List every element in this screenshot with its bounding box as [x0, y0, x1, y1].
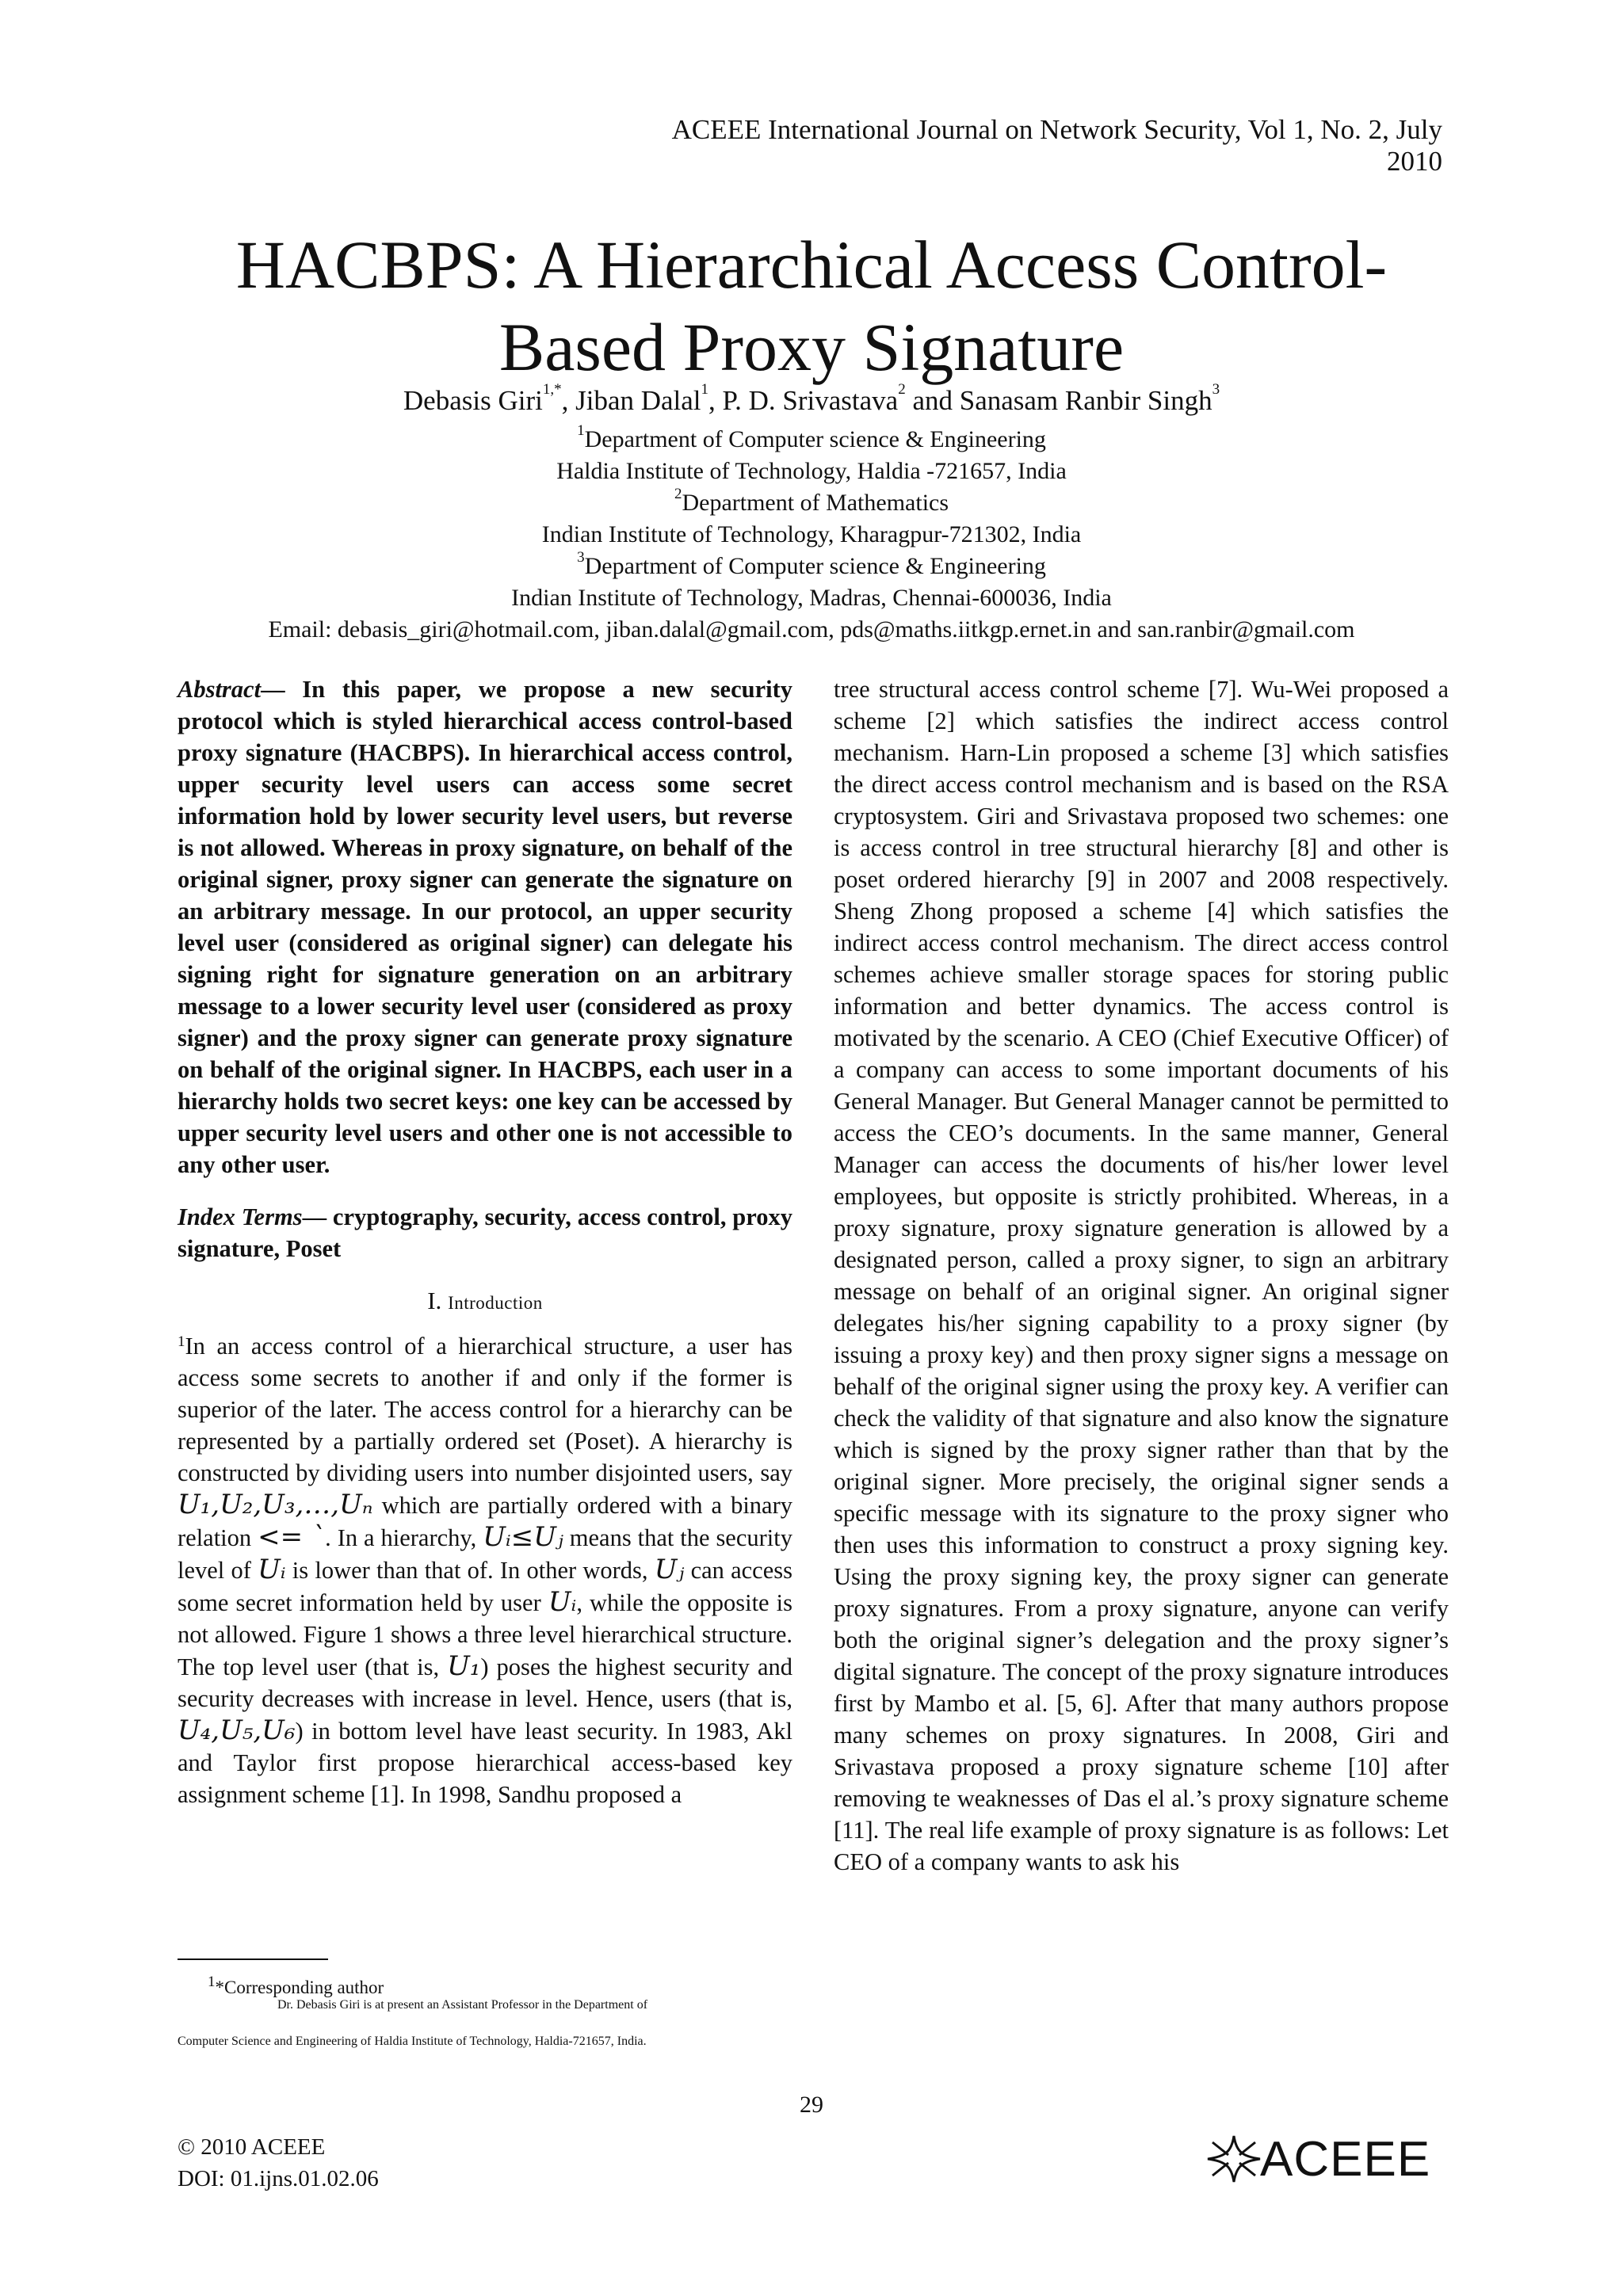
affiliation-dept-2 — [127, 486, 1496, 517]
author-name: , Jiban Dalal — [561, 385, 701, 416]
math-users-list: U₁,U₂,U₃,…,Uₙ — [178, 1489, 373, 1520]
affiliation-text: Department of Computer science & Engineering — [584, 426, 1046, 452]
title-line-1: HACBPS: A Hierarchical Access Control- — [235, 227, 1388, 303]
footnote-rule — [178, 1958, 328, 1960]
intro-text: . In a hierarchy, — [325, 1524, 477, 1551]
author-name: , P. D. Srivastava — [708, 385, 899, 416]
abstract-label: Abstract — [178, 676, 262, 703]
title-line-2: Based Proxy Signature — [498, 309, 1125, 385]
math-u456: U₄,U₅,U₆ — [178, 1714, 296, 1746]
author-affiliation-mark: 1 — [701, 381, 709, 398]
aceee-logo — [1205, 2131, 1442, 2187]
author-affiliation-mark: 1,* — [542, 381, 562, 398]
footnote-marker: 1 — [178, 1333, 185, 1350]
affiliation-dept-1 — [127, 422, 1496, 453]
logo-text: ACEEE — [1260, 2131, 1431, 2187]
intro-text: ) poses the highest security and security decreases with increase in level. Hence, users (that is, — [178, 1653, 793, 1712]
footnote-line-2: Computer Science and Engineering of Haldia Institute of Technology, Haldia-721657, India. — [178, 2035, 647, 2048]
intro-paragraph — [178, 1330, 792, 1810]
math-u1: U₁ — [447, 1650, 481, 1682]
affiliation-inst-2: Indian Institute of Technology, Kharagpur-721302, India — [541, 521, 1082, 547]
math-ui: Uᵢ — [258, 1554, 286, 1585]
paper-title — [127, 223, 1496, 388]
footnote-label: *Corresponding author — [215, 1978, 384, 1997]
journal-header: ACEEE International Journal on Network Security, Vol 1, No. 2, July 2010 — [671, 114, 1442, 177]
intro-text: means that the security level of — [178, 1524, 792, 1584]
section-heading — [178, 1285, 792, 1319]
intro-text: , while the opposite is not allowed. Figure 1 shows a three level hierarchical structure. The top level user (that is, — [178, 1589, 792, 1680]
affiliation-mark: 3 — [577, 549, 585, 566]
body-paragraph: tree structural access control scheme [7]. Wu-Wei proposed a scheme [2] which satisfies the indirect access control mechanism. Harn-Lin proposed a scheme [3] which satisfies the direct access control mechanism and is based on the RSA cryptosystem. Giri and Srivastava proposed two schemes: one is access control in tree structural hierarchy [8] and other is poset ordered hierarchy [9] in 2007 and 2008 respectively. Sheng Zhong proposed a scheme [4] which satisfies the indirect access control mechanism. The direct access control schemes achieve smaller storage spaces for storing public information and better dynamics. The access control is motivated by the scenario. A CEO (Chief Executive Officer) of a company can access to some important documents of his General Manager. But General Manager cannot be permitted to access the CEO’s documents. In the same manner, General Manager can access the documents of his/her lower level employees, but opposite is strictly prohibited. Whereas, in a proxy signature, proxy signature generation is allowed by a designated person, called a proxy signer, to sign an arbitrary message on behalf of an original signer. An original signer delegates his/her signing capability to a proxy signer (by issuing a proxy key) and then proxy signer signs a message on behalf of the original signer using the proxy key. A verifier can check the validity of that signature and also know the signature which is signed by the proxy signer rather than that by the original signer. More precisely, the original signer sends a specific message with its signature to the proxy signer who then uses this information to construct a proxy signing key. Using the proxy signing key, the proxy signer can generate proxy signatures. From a proxy signature, anyone can verify both the original signer’s delegation and the proxy signer’s digital signature. The concept of the proxy signature introduces first by Mambo et al. [5, 6]. After that many authors propose many schemes on proxy signatures. In 2008, Giri and Srivastava proposed a proxy signature scheme [10] after removing te weaknesses of Das el al.’s proxy signature scheme [11]. The real life example of proxy signature is as follows: Let CEO of a company wants to ask his — [834, 676, 1449, 1875]
abstract — [178, 673, 792, 1180]
intro-text: can access some secret information held by user — [178, 1557, 792, 1616]
intro-text: In an access control of a hierarchical structure, a user has access some secrets to another if and only if the former is superior of the later. The access control for a hierarchy can be represented by a partially ordered set (Poset). A hierarchy is constructed by dividing users into number disjointed users, say — [178, 1333, 792, 1486]
email-line: Email: debasis_giri@hotmail.com, jiban.dalal@gmail.com, pds@maths.iitkgp.ernet.in and san.ranbir@gmail.com — [268, 616, 1355, 643]
author-name: Debasis Giri — [403, 385, 543, 416]
abstract-text: — In this paper, we propose a new security protocol which is styled hierarchical access control-based proxy signature (HACBPS). In hierarchical access control, upper security level users can access some secret information hold by lower security level users, but reverse is not allowed. Whereas in proxy signature, on behalf of the original signer, proxy signer can generate the signature on an arbitrary message. In our protocol, an upper security level user (considered as original signer) can delegate his signing right for signature generation on an arbitrary message to a lower security level user (considered as proxy signer) and the proxy signer can generate proxy signature on behalf of the original signer. In HACBPS, each user in a hierarchy holds two secret keys: one key can be accessed by upper security level users and other one is not accessible to any other user. — [178, 676, 792, 1178]
intro-text: which are partially ordered with a binary relation — [178, 1492, 793, 1551]
section-title: Introduction — [448, 1293, 543, 1313]
index-terms-label: Index Terms — [178, 1203, 303, 1230]
right-column — [834, 673, 1449, 1878]
math-order: Uᵢ≤Uⱼ — [483, 1521, 563, 1553]
intro-text: is lower than that of. In other words, — [292, 1557, 648, 1584]
affiliation-mark: 2 — [674, 486, 682, 502]
math-uj: Uⱼ — [654, 1554, 685, 1585]
copyright: © 2010 ACEEE — [178, 2134, 326, 2160]
footnote-line-1: Dr. Debasis Giri is at present an Assistant Professor in the Department of — [277, 1998, 648, 2012]
footnote-marker: 1 — [208, 1974, 216, 1990]
author-name: and Sanasam Ranbir Singh — [905, 385, 1212, 416]
affiliation-dept-3 — [127, 549, 1496, 580]
footnote-corresponding — [208, 1974, 384, 1998]
affiliation-text: Department of Computer science & Engineering — [584, 553, 1046, 579]
affiliation-inst-3: Indian Institute of Technology, Madras, Chennai-600036, India — [511, 585, 1112, 611]
index-terms — [178, 1201, 792, 1264]
affiliation-inst-1: Haldia Institute of Technology, Haldia -721657, India — [556, 458, 1067, 484]
author-affiliation-mark: 2 — [898, 381, 906, 398]
affiliation-mark: 1 — [577, 422, 585, 439]
doi: DOI: 01.ijns.01.02.06 — [178, 2166, 379, 2191]
aceee-star-icon — [1205, 2134, 1263, 2183]
math-relation: <= ` — [258, 1521, 326, 1553]
index-terms-text: — cryptography, security, access control, proxy signature, Poset — [178, 1203, 792, 1262]
section-number: I. — [427, 1287, 449, 1314]
intro-text: ) in bottom level have least security. In 1983, Akl and Taylor first propose hierarchical access-based key assignment scheme [1]. In 1998, Sandhu proposed a — [178, 1718, 792, 1808]
author-affiliation-mark: 3 — [1212, 381, 1220, 398]
left-column — [178, 673, 792, 1810]
page-number: 29 — [800, 2092, 823, 2118]
math-ui: Uᵢ — [548, 1586, 577, 1618]
affiliation-text: Department of Mathematics — [682, 490, 949, 516]
author-list — [127, 381, 1496, 417]
